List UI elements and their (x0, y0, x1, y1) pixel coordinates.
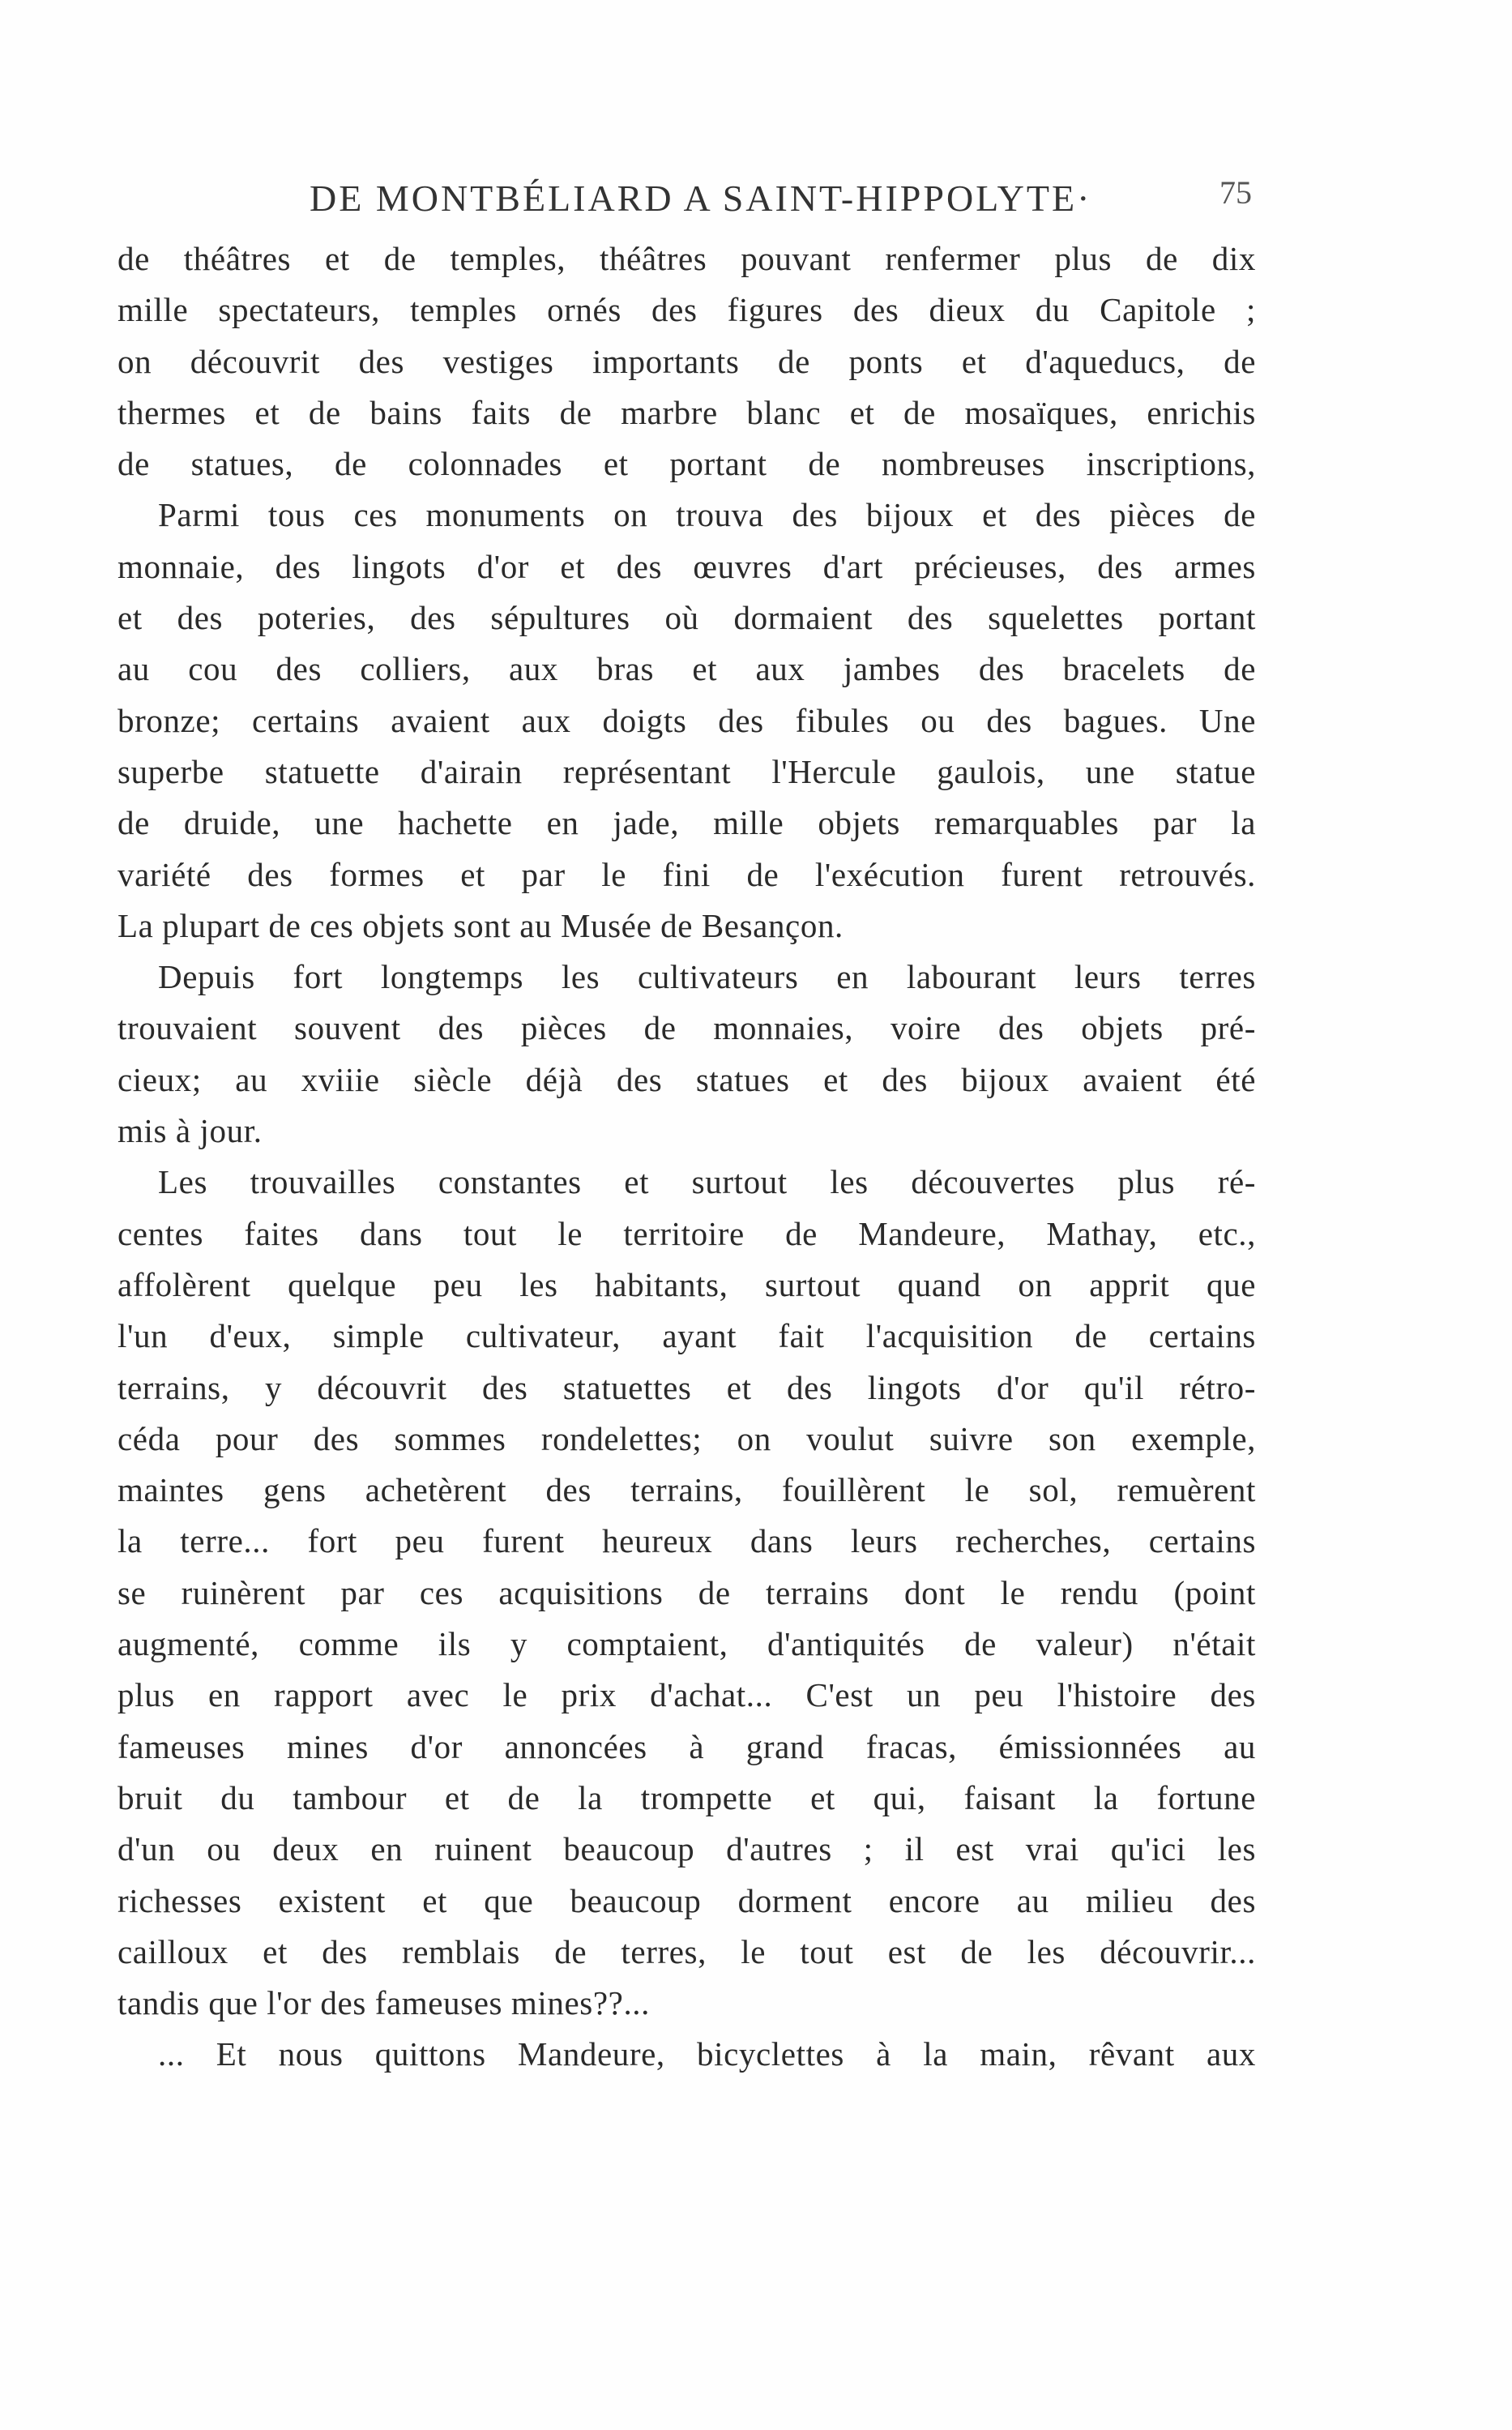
text-line: d'un ou deux en ruinent beaucoup d'autres ; il est vrai qu'ici les (117, 1830, 1256, 1868)
text-line: se ruinèrent par ces acquisitions de terrains dont le rendu (point (117, 1573, 1256, 1611)
text-line: de druide, une hachette en jade, mille objets remarquables par la (117, 804, 1256, 842)
text-line: au cou des colliers, aux bras et aux jambes des bracelets de (117, 650, 1256, 688)
text-line: augmenté, comme ils y comptaient, d'antiquités de valeur) n'était (117, 1625, 1256, 1663)
text-line: de statues, de colonnades et portant de nombreuses inscriptions, (117, 445, 1256, 483)
text-line: Les trouvailles constantes et surtout les découvertes plus ré- (158, 1163, 1256, 1201)
text-line: cailloux et des remblais de terres, le tout est de les découvrir... (117, 1932, 1256, 1970)
text-line: variété des formes et par le fini de l'exécution furent retrouvés. (117, 855, 1256, 893)
text-line: La plupart de ces objets sont au Musée de Besançon. (117, 906, 844, 944)
body-text (117, 233, 1256, 2081)
text-line: mille spectateurs, temples ornés des figures des dieux du Capitole ; (117, 291, 1256, 329)
text-line: maintes gens achetèrent des terrains, fouillèrent le sol, remuèrent (117, 1471, 1256, 1509)
text-line: fameuses mines d'or annoncées à grand fracas, émissionnées au (117, 1727, 1256, 1765)
text-line: monnaie, des lingots d'or et des œuvres d'art précieuses, des armes (117, 547, 1256, 585)
text-line: bronze; certains avaient aux doigts des fibules ou des bagues. Une (117, 701, 1256, 739)
text-line: bruit du tambour et de la trompette et qui, faisant la fortune (117, 1778, 1256, 1816)
text-line: on découvrit des vestiges importants de ponts et d'aqueducs, de (117, 342, 1256, 380)
text-line: affolèrent quelque peu les habitants, surtout quand on apprit que (117, 1265, 1256, 1303)
text-line: de théâtres et de temples, théâtres pouvant renfermer plus de dix (117, 240, 1256, 277)
page-number: 75 (1219, 174, 1252, 211)
text-line: la terre... fort peu furent heureux dans leurs recherches, certains (117, 1522, 1256, 1560)
running-title: DE MONTBÉLIARD A SAINT-HIPPOLYTE· (310, 178, 1092, 219)
text-line: superbe statuette d'airain représentant l'Hercule gaulois, une statue (117, 752, 1256, 790)
text-line: et des poteries, des sépultures où dormaient des squelettes portant (117, 599, 1256, 637)
text-line: richesses existent et que beaucoup dorment encore au milieu des (117, 1881, 1256, 1919)
text-line: mis à jour. (117, 1112, 263, 1150)
text-line: trouvaient souvent des pièces de monnaies, voire des objets pré- (117, 1009, 1256, 1047)
text-line: ... Et nous quittons Mandeure, bicyclettes à la main, rêvant aux (158, 2035, 1256, 2073)
text-line: céda pour des sommes rondelettes; on voulut suivre son exemple, (117, 1419, 1256, 1457)
text-line: l'un d'eux, simple cultivateur, ayant fait l'acquisition de certains (117, 1317, 1256, 1355)
text-line: cieux; au xviiie siècle déjà des statues et des bijoux avaient été (117, 1060, 1256, 1098)
text-line: centes faites dans tout le territoire de Mandeure, Mathay, etc., (117, 1214, 1256, 1252)
text-line: terrains, y découvrit des statuettes et des lingots d'or qu'il rétro- (117, 1368, 1256, 1406)
text-line: Depuis fort longtemps les cultivateurs en labourant leurs terres (158, 958, 1256, 996)
text-line: thermes et de bains faits de marbre blanc et de mosaïques, enrichis (117, 393, 1256, 431)
text-line: Parmi tous ces monuments on trouva des bijoux et des pièces de (158, 496, 1256, 534)
text-line: plus en rapport avec le prix d'achat... C'est un peu l'histoire des (117, 1676, 1256, 1714)
text-line: tandis que l'or des fameuses mines??... (117, 1984, 650, 2022)
